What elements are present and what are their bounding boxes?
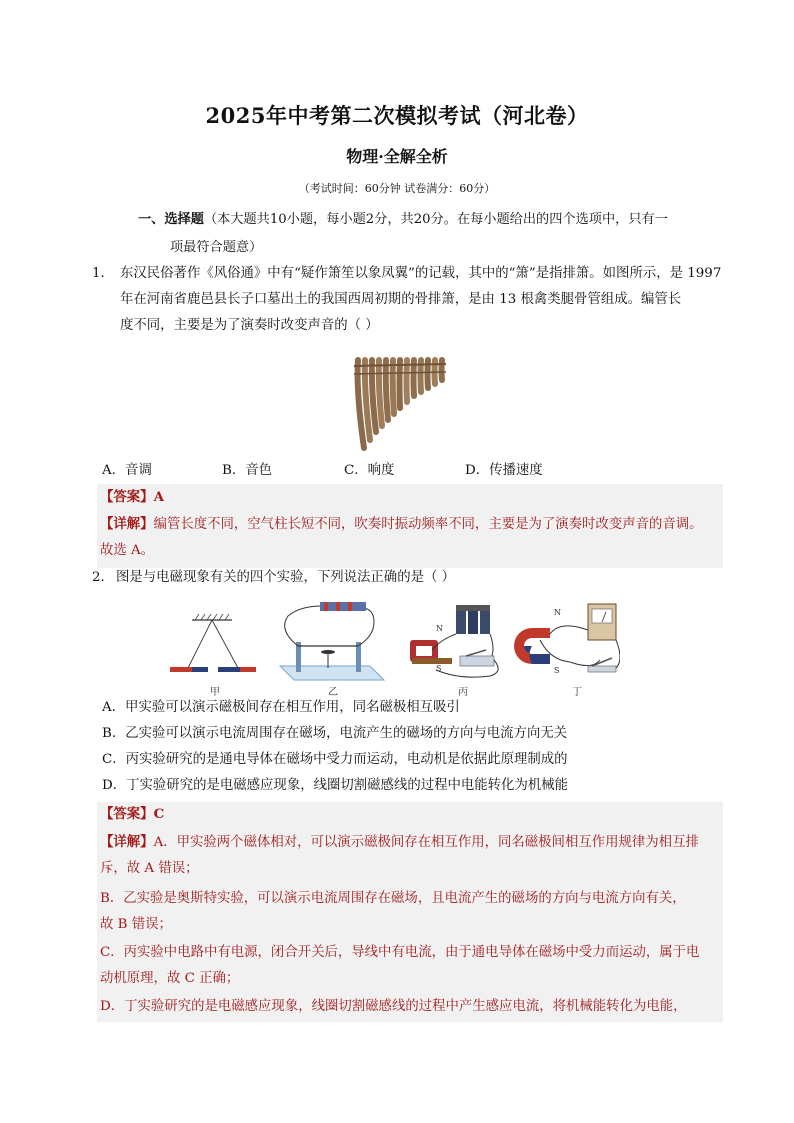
section-heading (138, 206, 728, 262)
q2-answer-tag: 【答案】 (100, 806, 154, 822)
page-title: 2025年中考第二次模拟考试（河北卷） (205, 103, 589, 128)
q2-detail-line-1 (100, 830, 699, 855)
fig-label-jia: 甲 (210, 687, 220, 698)
exam-meta: （考试时间：60分钟 试卷满分：60分） (298, 182, 496, 195)
q2-detail-text-1: A．甲实验两个磁体相对，可以演示磁极间存在相互作用，同名磁极间相互作用规律为相互排 (153, 835, 699, 850)
fig-label-ding: 丁 (572, 687, 582, 698)
q2-option-c: C．丙实验研究的是通电导体在磁场中受力而运动，电动机是依据此原理制成的 (102, 752, 568, 767)
electromagnetism-experiments-figure (160, 600, 620, 694)
fig-label-bing: 丙 (458, 687, 468, 698)
q1-detail-line-1 (100, 512, 703, 537)
page-subtitle: 物理·全解全析 (346, 147, 448, 166)
magnet-label-s-ding: S (554, 666, 560, 675)
magnet-label-n-ding: N (554, 608, 561, 617)
q1-detail-text-1: 编管长度不同，空气柱长短不同，吹奏时振动频率不同，主要是为了演奏时改变声音的音调。 (153, 517, 703, 532)
q1-answer (100, 485, 164, 510)
experiment-bing (410, 605, 498, 677)
q1-line-3: 度不同，主要是为了演奏时改变声音的（ ） (120, 318, 379, 333)
q2-option-b: B．乙实验可以演示电流周围存在磁场，电流产生的磁场的方向与电流方向无关 (102, 726, 568, 741)
q2-answer (100, 802, 164, 827)
fig-label-yi: 乙 (328, 687, 338, 698)
q1-answer-value: A (153, 489, 164, 505)
section-label: 一、选择题 (138, 212, 204, 227)
q1-option-a: A．音调 (102, 463, 152, 478)
q2-detail-line-5: C．丙实验中电路中有电源，闭合开关后，导线中有电流，由于通电导体在磁场中受力而运动，属于电 (100, 945, 700, 960)
q2-detail-line-6: 动机原理，故 C 正确； (100, 971, 240, 986)
section-text-2: 项最符合题意） (170, 240, 263, 255)
q2-number: 2． (92, 570, 114, 585)
bone-panpipe-image (350, 352, 450, 454)
experiment-yi (280, 602, 384, 680)
section-text: （本大题共10小题，每小题2分，共20分。在每小题给出的四个选项中，只有一 (203, 212, 668, 227)
q1-line-1: 东汉民俗著作《风俗通》中有“疑作箫笙以象凤翼”的记载，其中的“箫”是指排箫。如图所示，是 1997 (120, 266, 722, 281)
q2-option-d: D．丁实验研究的是电磁感应现象，线圈切割磁感线的过程中电能转化为机械能 (102, 778, 569, 793)
q2-detail-tag: 【详解】 (100, 834, 154, 850)
q2-detail-line-4: 故 B 错误； (100, 917, 172, 932)
q2-answer-value: C (153, 806, 165, 822)
q2-line-1: 图是与电磁现象有关的四个实验，下列说法正确的是（ ） (116, 570, 456, 585)
magnet-label-n-bing: N (436, 624, 443, 633)
q1-number: 1． (92, 266, 114, 281)
q1-option-c: C．响度 (344, 463, 395, 478)
magnet-label-s-bing: S (436, 664, 442, 673)
q2-detail-line-7: D．丁实验研究的是电磁感应现象，线圈切割磁感线的过程中产生感应电流，将机械能转化为电能， (100, 999, 687, 1014)
q1-detail-tag: 【详解】 (100, 516, 154, 532)
q1-line-2: 年在河南省鹿邑县长子口墓出土的我国西周初期的骨排箫，是由 13 根禽类腿骨管组成。编管长 (120, 292, 682, 307)
q1-option-b: B．音色 (222, 463, 273, 478)
experiment-jia (170, 614, 256, 672)
q1-detail-line-2: 故选 A。 (100, 543, 155, 558)
q2-detail-line-3: B．乙实验是奥斯特实验，可以演示电流周围存在磁场，且电流产生的磁场的方向与电流方向有关， (100, 891, 686, 906)
q2-detail-line-2: 斥，故 A 错误； (100, 861, 199, 876)
q2-option-a: A．甲实验可以演示磁极间存在相互作用，同名磁极相互吸引 (102, 700, 460, 715)
q1-option-d: D．传播速度 (465, 463, 543, 478)
experiment-ding (514, 604, 620, 672)
q1-answer-tag: 【答案】 (100, 489, 154, 505)
